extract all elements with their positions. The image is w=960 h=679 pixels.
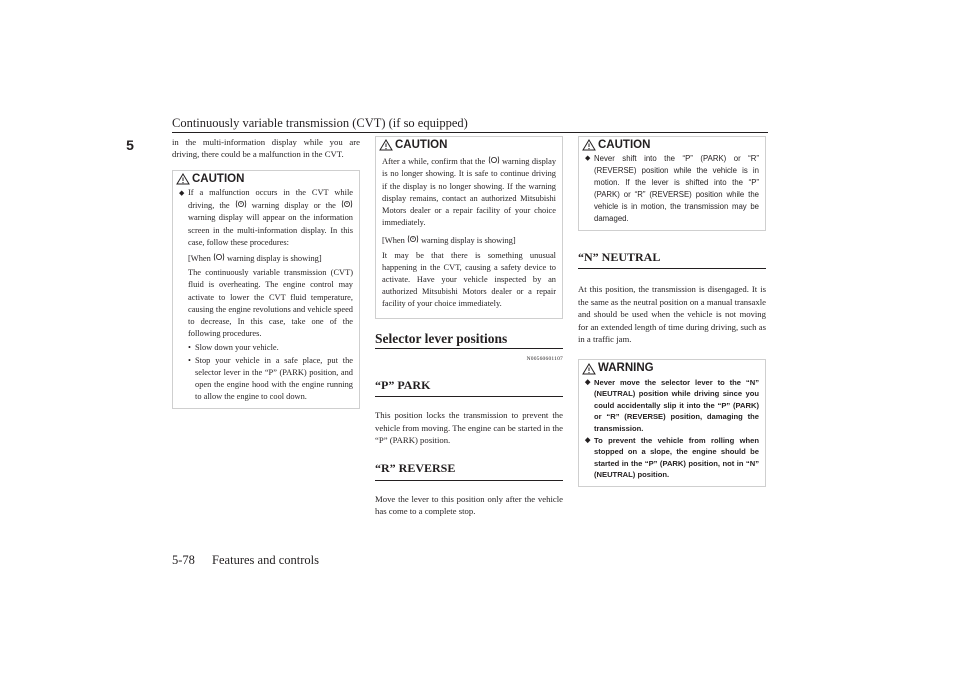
- when-line: [382, 234, 556, 247]
- page-footer: [172, 553, 333, 568]
- when-text: [When: [382, 236, 405, 246]
- caution-label: CAUTION: [598, 139, 651, 151]
- caution-text: warning display is no longer showing. It is safe to continue driving if the display is no longer showing. If the warning display remains, contact an authorized Mitsubishi Motors dealer or a repair facility of your choice immediately.: [382, 157, 557, 228]
- caution-text: If a malfunction occurs in the CVT while driving, the: [188, 188, 353, 211]
- caution-box-2: [375, 136, 563, 319]
- neutral-text: At this position, the transmission is disengaged. It is the same as the neutral position on a manual transaxle and should be used when the vehicle is not moving for an extended length of time during driving, such as in a traffic jam.: [578, 284, 766, 345]
- caution-text: After a while, confirm that the: [382, 157, 486, 167]
- page-header-title: Continuously variable transmission (CVT) (if so equipped): [172, 116, 468, 130]
- reference-code: N00560601107: [526, 355, 563, 362]
- warning-triangle-icon: [582, 363, 596, 375]
- caution-label: CAUTION: [192, 172, 245, 185]
- cvt-warning-lamp-icon: [488, 155, 500, 165]
- caution-label: CAUTION: [395, 139, 448, 151]
- page-number: 5-78: [172, 553, 195, 567]
- caution-bullet: [179, 187, 353, 403]
- warning-bullet: ◆ To prevent the vehicle from rolling when stopped on a slope, the engine should be started in the “P” (PARK) position, not in “N” (NEUTRAL) position.: [585, 435, 759, 481]
- park-text: This position locks the transmission to prevent the vehicle from moving. The engine can be started in the “P” (PARK) position.: [375, 410, 563, 446]
- warning-box: [578, 359, 766, 487]
- chapter-number: 5: [126, 137, 134, 153]
- cvt-warning-lamp-icon: [213, 252, 225, 262]
- intro-text: in the multi-information display while you are driving, there could be a malfunction in the CVT.: [172, 137, 360, 160]
- when-text: warning display is showing]: [420, 236, 516, 246]
- caution-paragraph: [382, 155, 556, 229]
- cvt-warning-lamp-icon: [235, 199, 247, 209]
- section-title: Selector lever positions: [375, 331, 563, 349]
- caution-bullet: ◆ Never shift into the “P” (PARK) or “R” (REVERSE) position while the vehicle is in motion. If the lever is shifted into the “P” (PARK) or “R” (REVERSE) position while the vehicle is in motion, the transmission may be damaged.: [585, 153, 759, 225]
- procedure-item: • Stop your vehicle in a safe place, put the selector lever in the “P” (PARK) position, and open the engine hood with the engine running to allow the engine to cool down.: [188, 355, 353, 404]
- cvt-warning-lamp-icon: [341, 199, 353, 209]
- caution-paragraph: The continuously variable transmission (CVT) fluid is overheating. The engine control may activate to lower the CVT fluid temperature, causing the engine revolutions and vehicle speed to decrease, In this case, take one of the following procedures.: [188, 268, 353, 339]
- column-3: [578, 136, 766, 487]
- procedure-item: • Slow down your vehicle.: [188, 342, 353, 354]
- warning-header: [579, 360, 765, 374]
- caution-text: warning display or the: [251, 201, 336, 211]
- column-1: [172, 136, 360, 409]
- cvt-warning-lamp-icon: [407, 234, 419, 244]
- neutral-title: “N” NEUTRAL: [578, 251, 766, 269]
- caution-box-1: [172, 170, 360, 410]
- caution-triangle-icon: [379, 139, 393, 151]
- caution-header: [579, 137, 765, 151]
- caution-header: [376, 137, 562, 151]
- reverse-title: “R” REVERSE: [375, 462, 563, 480]
- warning-label: WARNING: [598, 362, 654, 375]
- park-title: “P” PARK: [375, 379, 563, 397]
- header-rule: [172, 132, 768, 133]
- when-line: [188, 252, 353, 265]
- caution-paragraph: It may be that there is something unusual happening in the CVT, causing a safety device to activate. Have your vehicle inspected by an authorized Mitsubishi Motors dealer or a repair facility of your choice immediately.: [382, 250, 556, 309]
- caution-triangle-icon: [176, 173, 190, 185]
- caution-text: warning display will appear on the information screen in the multi-information display. In this case, follow these procedures:: [188, 213, 353, 247]
- column-2: [375, 136, 563, 517]
- caution-triangle-icon: [582, 139, 596, 151]
- when-text: warning display is showing]: [226, 254, 322, 264]
- when-text: [When: [188, 254, 211, 264]
- caution-box-3: [578, 136, 766, 231]
- caution-header: [173, 171, 359, 185]
- footer-section: Features and controls: [212, 553, 319, 567]
- reverse-text: Move the lever to this position only after the vehicle has come to a complete stop.: [375, 493, 563, 517]
- warning-bullet: ◆ Never move the selector lever to the “N” (NEUTRAL) position while driving since you could accidentally slip it into the “P” (PARK) or “R” (REVERSE) position, damaging the transmission.: [585, 377, 759, 435]
